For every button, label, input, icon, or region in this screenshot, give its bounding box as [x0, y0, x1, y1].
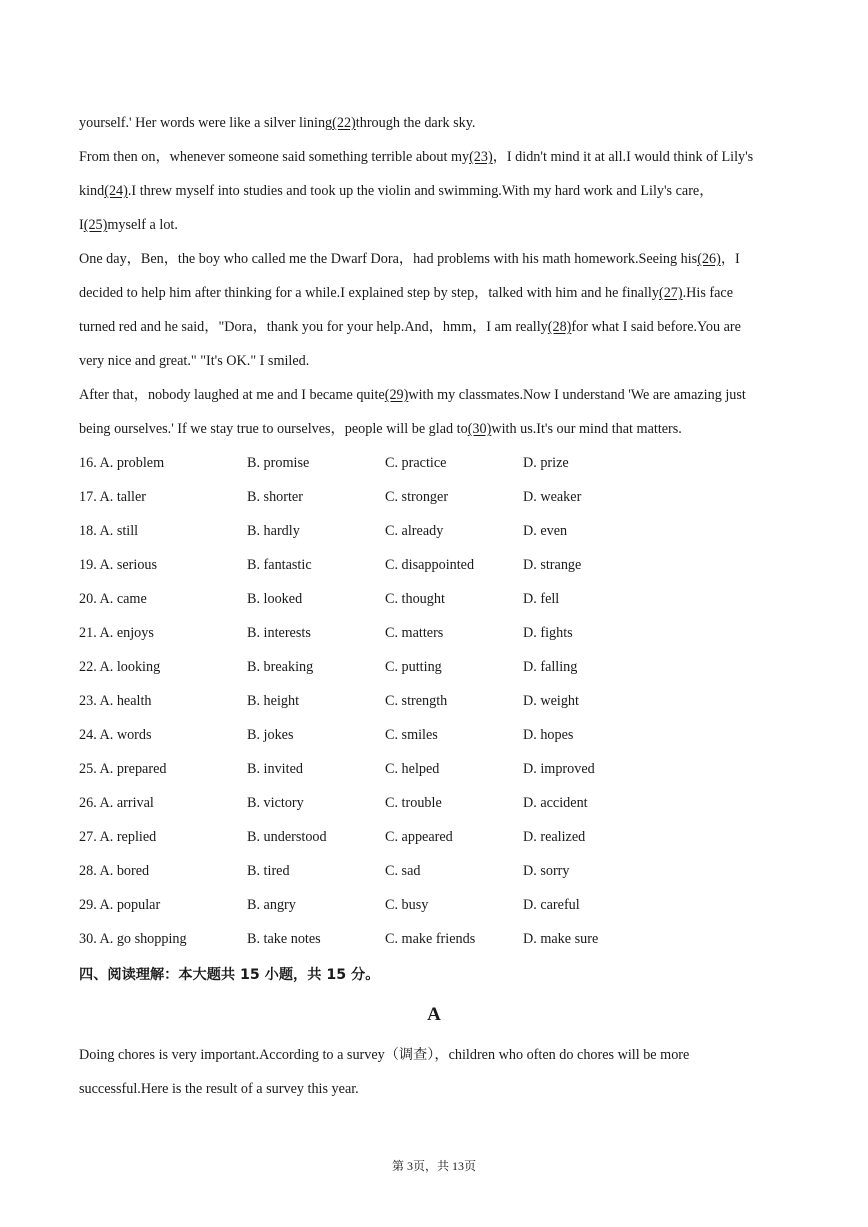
- option-d: D. prize: [523, 455, 569, 471]
- option-c: C. sad: [385, 863, 421, 879]
- option-a: 17. A. taller: [79, 489, 146, 505]
- option-d: D. hopes: [523, 727, 574, 743]
- option-b: B. jokes: [247, 727, 294, 743]
- option-b: B. fantastic: [247, 557, 312, 573]
- option-c: C. strength: [385, 693, 448, 709]
- passage-line: I(25)myself a lot.: [79, 217, 178, 233]
- option-d: D. accident: [523, 795, 588, 811]
- option-a: 20. A. came: [79, 591, 147, 607]
- passage-heading: A: [427, 1004, 441, 1025]
- question-row: [79, 514, 791, 548]
- blank-24: (24): [104, 183, 128, 199]
- reading-line: Doing chores is very important.According to a survey（调查），children who often do chores will be more: [79, 1047, 690, 1063]
- option-a: 24. A. words: [79, 727, 152, 743]
- option-c: C. matters: [385, 625, 444, 641]
- option-c: C. appeared: [385, 829, 453, 845]
- blank-27: (27): [658, 285, 683, 301]
- option-b: B. interests: [247, 625, 311, 641]
- passage-line: One day，Ben，the boy who called me the Dwarf Dora，had problems with his math homework.Seeing his(26)，I: [79, 251, 740, 267]
- option-b: B. victory: [247, 795, 304, 811]
- blank-23: (23): [469, 149, 493, 165]
- option-b: B. looked: [247, 591, 303, 607]
- option-d: D. sorry: [523, 863, 570, 879]
- option-c: C. putting: [385, 659, 442, 675]
- option-a: 23. A. health: [79, 693, 152, 709]
- option-a: 22. A. looking: [79, 659, 161, 675]
- blank-30: (30): [467, 421, 492, 437]
- question-row: [79, 922, 791, 956]
- passage-line: decided to help him after thinking for a while.I explained step by step，talked with him and he finally(27).His face: [79, 285, 734, 301]
- option-b: B. shorter: [247, 489, 303, 505]
- option-c: C. stronger: [385, 489, 449, 505]
- question-row: [79, 480, 791, 514]
- option-c: C. helped: [385, 761, 440, 777]
- option-c: C. already: [385, 523, 444, 539]
- question-row: [79, 820, 791, 854]
- passage-line: From then on，whenever someone said something terrible about my(23)，I didn't mind it at all.I would think of Lily's: [79, 149, 754, 165]
- option-c: C. make friends: [385, 931, 476, 947]
- option-a: 25. A. prepared: [79, 761, 167, 777]
- passage-line: turned red and he said，"Dora，thank you for your help.And，hmm，I am really(28)for what I said before.You are: [79, 319, 741, 335]
- question-row: [79, 786, 791, 820]
- blank-29: (29): [384, 387, 409, 403]
- option-c: C. thought: [385, 591, 445, 607]
- option-d: D. improved: [523, 761, 595, 777]
- option-b: B. breaking: [247, 659, 314, 675]
- blank-25: (25): [83, 217, 108, 233]
- option-c: C. trouble: [385, 795, 442, 811]
- option-a: 28. A. bored: [79, 863, 150, 879]
- section-title: 四、阅读理解：本大题共 15 小题，共 15 分。: [79, 967, 380, 983]
- question-row: [79, 888, 791, 922]
- option-c: C. smiles: [385, 727, 438, 743]
- option-d: D. fights: [523, 625, 573, 641]
- option-d: D. even: [523, 523, 568, 539]
- option-d: D. careful: [523, 897, 580, 913]
- option-a: 26. A. arrival: [79, 795, 154, 811]
- option-d: D. make sure: [523, 931, 599, 947]
- option-c: C. practice: [385, 455, 447, 471]
- question-row: [79, 752, 791, 786]
- passage-line: being ourselves.' If we stay true to ourselves，people will be glad to(30)with us.It's our mind that matters.: [79, 421, 682, 437]
- question-row: [79, 650, 791, 684]
- option-d: D. weight: [523, 693, 579, 709]
- option-a: 16. A. problem: [79, 455, 165, 471]
- question-row: [79, 548, 791, 582]
- option-a: 27. A. replied: [79, 829, 157, 845]
- blank-22: (22): [332, 115, 356, 131]
- blank-26: (26): [697, 251, 721, 267]
- passage-line: After that，nobody laughed at me and I became quite(29)with my classmates.Now I understand 'We are amazing just: [79, 387, 746, 403]
- option-b: B. invited: [247, 761, 303, 777]
- question-row: [79, 582, 791, 616]
- option-d: D. fell: [523, 591, 560, 607]
- question-row: [79, 616, 791, 650]
- option-a: 18. A. still: [79, 523, 139, 539]
- option-d: D. falling: [523, 659, 578, 675]
- option-b: B. hardly: [247, 523, 300, 539]
- option-b: B. take notes: [247, 931, 321, 947]
- option-a: 19. A. serious: [79, 557, 158, 573]
- passage-line: yourself.' Her words were like a silver lining(22)through the dark sky.: [79, 115, 476, 131]
- option-b: B. understood: [247, 829, 327, 845]
- option-d: D. weaker: [523, 489, 582, 505]
- passage-line: very nice and great." "It's OK." I smiled.: [79, 353, 310, 369]
- passage-line: kind(24).I threw myself into studies and took up the violin and swimming.With my hard work and Lily's care，: [79, 183, 714, 199]
- option-d: D. strange: [523, 557, 582, 573]
- option-c: C. disappointed: [385, 557, 475, 573]
- page-footer: 第 3页，共 13页: [391, 1159, 476, 1173]
- question-row: [79, 718, 791, 752]
- option-b: B. tired: [247, 863, 290, 879]
- question-row: [79, 684, 791, 718]
- option-c: C. busy: [385, 897, 429, 913]
- question-row: [79, 854, 791, 888]
- option-a: 29. A. popular: [79, 897, 161, 913]
- question-row: [79, 446, 791, 480]
- option-d: D. realized: [523, 829, 586, 845]
- blank-28: (28): [547, 319, 572, 335]
- option-b: B. promise: [247, 455, 310, 471]
- reading-line: successful.Here is the result of a survey this year.: [79, 1081, 359, 1097]
- option-a: 21. A. enjoys: [79, 625, 154, 641]
- option-b: B. angry: [247, 897, 296, 913]
- option-b: B. height: [247, 693, 300, 709]
- option-a: 30. A. go shopping: [79, 931, 187, 947]
